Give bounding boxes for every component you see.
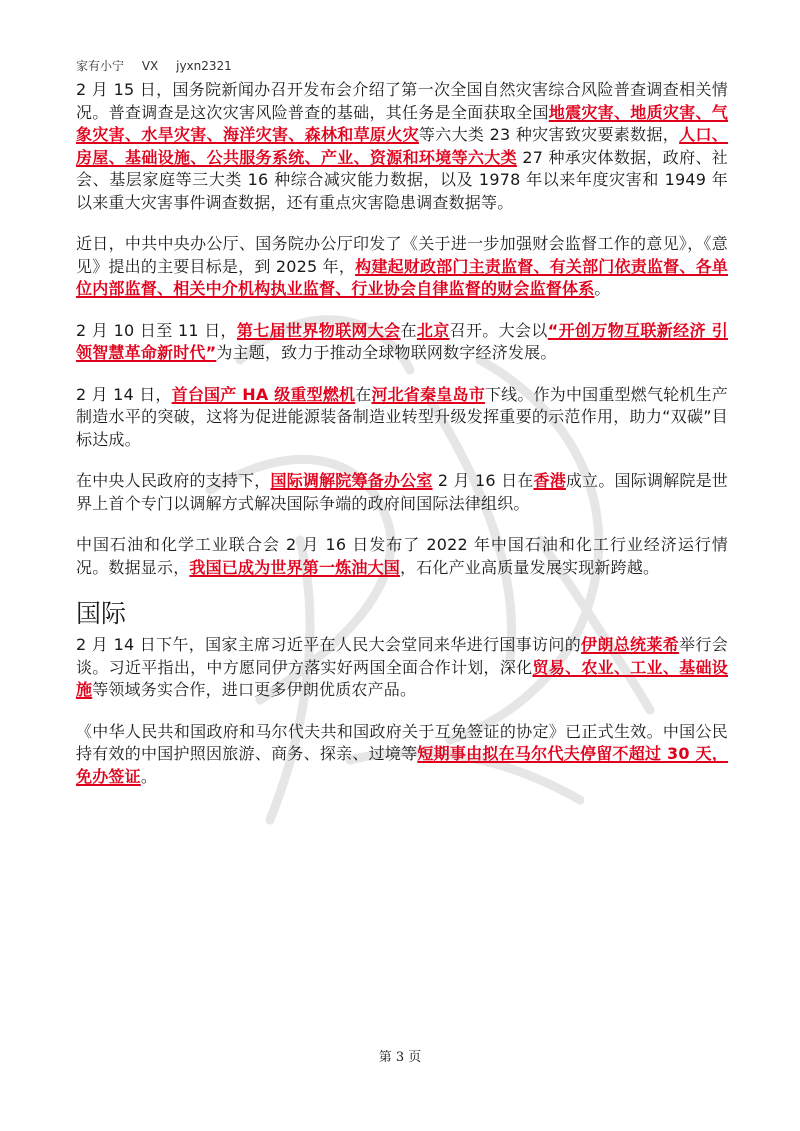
paragraph-text: 27 种承灾体数据，政府、社会、基层家庭等三大类 16 种综合减灾能力数据，以及 1978 年以来年度灾害和 1949 年以来重大灾害事件调查数据，还有重点灾害隐患调查数据等。 (76, 147, 728, 212)
page-number: 第 3 页 (378, 1050, 422, 1065)
highlighted-keyword: 短期事由拟在马尔代夫停留不超过 30 天，免办签证 (76, 744, 729, 786)
highlighted-keyword: 地震灾害、地质灾害、气象灾害、水旱灾害、海洋灾害、森林和草原火灾 (76, 102, 728, 144)
domestic-news-section (76, 79, 728, 579)
news-paragraph (76, 721, 728, 789)
paragraph-text: 在 (355, 384, 372, 404)
paragraph-text: 在 (400, 320, 417, 340)
paragraph-text: 举行会谈。习近平指出，中方愿同伊方落实好两国全面合作计划，深化 (76, 635, 728, 677)
highlighted-keyword: 贸易、农业、工业、基础设施 (76, 657, 728, 699)
header-vx-id: jyxn2321 (176, 59, 232, 73)
paragraph-text: 等领域务实合作，进口更多伊朗优质农产品。 (92, 680, 417, 699)
paragraph-text: ，石化产业高质量发展实现新跨越。 (400, 557, 660, 577)
highlighted-keyword: 构建起财政部门主责监督、有关部门依责监督、各单位内部监督、相关中介机构执业监督、行业协会自律监督的财会监督体系 (76, 256, 728, 298)
news-paragraph (76, 384, 728, 452)
paragraph-text: 召开。大会以 (449, 320, 548, 340)
paragraph-text: 为主题，致力于推动全球物联网数字经济发展。 (216, 343, 557, 362)
main-content (76, 79, 728, 807)
highlighted-keyword: 人口、房屋、基础设施、公共服务系统、产业、资源和环境等六大类 (76, 125, 728, 167)
international-news-section (76, 634, 728, 788)
page-header (76, 57, 246, 74)
highlighted-keyword: 第七届世界物联网大会 (236, 320, 401, 340)
paragraph-text: 2 月 15 日，国务院新闻办召开发布会介绍了第一次全国自然灾害综合风险普查调查相关情况。普查调查是这次灾害风险普查的基础，其任务是全面获取全国 (76, 80, 728, 122)
paragraph-text: 中国石油和化学工业联合会 2 月 16 日发布了 2022 年中国石油和化工行业经济运行情况。数据显示， (76, 535, 728, 577)
paragraph-text: 等六大类 23 种灾害致灾要素数据， (418, 125, 680, 144)
news-paragraph (76, 233, 728, 301)
paragraph-text: 2 月 10 日至 11 日， (76, 320, 237, 340)
header-vx-label: VX (141, 59, 159, 73)
news-paragraph (76, 79, 728, 214)
header-author: 家有小宁 (76, 59, 125, 73)
news-paragraph (76, 470, 728, 515)
highlighted-keyword: 国际调解院筹备办公室 (270, 471, 433, 490)
highlighted-keyword: 伊朗总统莱希 (581, 635, 680, 654)
paragraph-text: 《中华人民共和国政府和马尔代夫共和国政府关于互免签证的协定》已正式生效。中国公民持有效的中国护照因旅游、商务、探亲、过境等 (76, 721, 728, 763)
paragraph-text: 成立。国际调解院是世界上首个专门以调解方式解决国际争端的政府间国际法律组织。 (76, 471, 728, 513)
paragraph-text: 2 月 14 日下午，国家主席习近平在人民大会堂同来华进行国事访问的 (76, 635, 582, 654)
highlighted-keyword: 香港 (533, 471, 566, 490)
highlighted-keyword: 河北省秦皇岛市 (371, 384, 485, 404)
news-paragraph (76, 634, 728, 702)
paragraph-text: 2 月 14 日， (76, 384, 172, 404)
paragraph-text: 近日，中共中央办公厅、国务院办公厅印发了《关于进一步加强财会监督工作的意见》，《意见》提出的主要目标是，到 2025 年， (76, 234, 728, 276)
highlighted-keyword: 我国已成为世界第一炼油大国 (189, 557, 401, 577)
paragraph-text: 在中央人民政府的支持下， (76, 471, 271, 490)
paragraph-text: 。 (140, 766, 158, 786)
paragraph-text: 下线。作为中国重型燃气轮机生产制造水平的突破，这将为促进能源装备制造业转型升级发挥重要的示范作用，助力“双碳”目标达成。 (76, 384, 728, 449)
highlighted-keyword: 首台国产 HA 级重型燃机 (171, 384, 356, 404)
paragraph-text: 2 月 16 日在 (432, 471, 534, 490)
highlighted-keyword: “开创万物互联新经济 引领智慧革命新时代” (76, 320, 728, 362)
news-paragraph (76, 534, 728, 579)
section-title-international: 国际 (76, 599, 127, 628)
paragraph-text: 。 (594, 279, 611, 298)
highlighted-keyword: 北京 (416, 320, 450, 340)
news-paragraph (76, 320, 728, 365)
